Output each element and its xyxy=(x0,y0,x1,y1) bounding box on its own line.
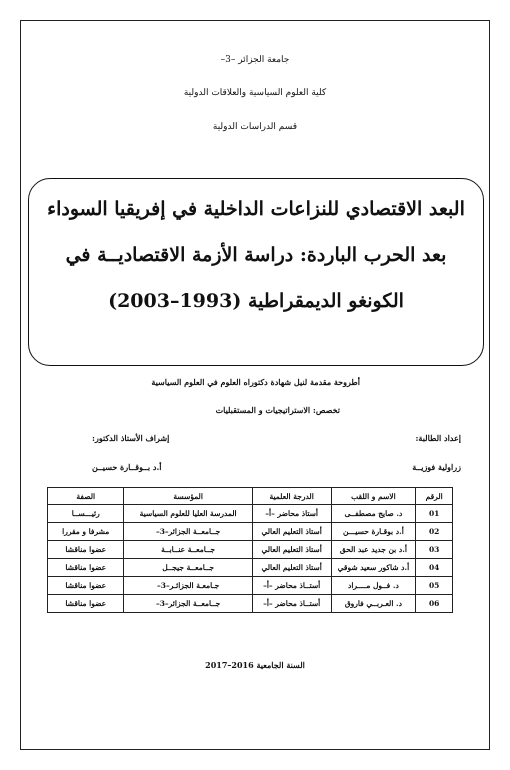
cell-name: أ.د شاكور سعيد شوقي xyxy=(331,559,416,577)
cell-institution: جــامعــة جيجــل xyxy=(124,559,252,577)
cell-role: عضوا مناقشا xyxy=(48,595,124,613)
cell-number: 01 xyxy=(416,505,453,523)
cell-name: د. فــول مــــراد xyxy=(331,577,416,595)
cell-role: رئيـــســا xyxy=(48,505,124,523)
header-grade: الدرجة العلمية xyxy=(252,488,331,505)
header-name: الاسم و اللقب xyxy=(331,488,416,505)
cell-number: 03 xyxy=(416,541,453,559)
cell-grade: أستاذ محاضر –أ– xyxy=(252,505,331,523)
academic-year: السنة الجامعية 2016–2017 xyxy=(205,660,305,670)
department-name: قسم الدراسات الدولية xyxy=(212,122,298,132)
header-number: الرقم xyxy=(416,488,453,505)
title-line-1: البعد الاقتصادي للنزاعات الداخلية في إفريقيا السوداء xyxy=(47,198,465,220)
student-label: إعداد الطالبة: xyxy=(415,433,461,443)
cell-institution: جــامعــة الجزائر–3– xyxy=(124,523,252,541)
table-header-row xyxy=(48,488,453,505)
cell-institution: جـامعـة الجزائـر–3– xyxy=(124,577,252,595)
table-row xyxy=(48,577,453,595)
cell-institution: جــامعــة الجزائر–3– xyxy=(124,595,252,613)
committee-table xyxy=(47,487,453,613)
header-institution: المؤسسة xyxy=(124,488,252,505)
cell-grade: أستاذ التعليم العالي xyxy=(252,541,331,559)
cell-grade: أستــاذ محاضر –أ– xyxy=(252,595,331,613)
supervisor-name: أ.د بــوقــارة حسيــن xyxy=(92,462,162,472)
table-row xyxy=(48,541,453,559)
title-line-3: الكونغو الديمقراطية (1993–2003) xyxy=(108,290,404,312)
cell-role: عضوا مناقشا xyxy=(48,559,124,577)
student-name: زراولية فوزيــة xyxy=(412,462,461,472)
cell-grade: أستــاذ محاضر –أ– xyxy=(252,577,331,595)
table-row xyxy=(48,505,453,523)
faculty-name: كلية العلوم السياسية والعلاقات الدولية xyxy=(183,88,327,98)
cell-role: عضوا مناقشا xyxy=(48,577,124,595)
cell-name: د. العـربــي فاروق xyxy=(331,595,416,613)
cell-number: 05 xyxy=(416,577,453,595)
cell-role: مشرفا و مقررا xyxy=(48,523,124,541)
thesis-title-box xyxy=(28,178,484,366)
university-name: جامعة الجزائر –3– xyxy=(220,55,290,65)
table-row xyxy=(48,523,453,541)
cell-institution: جــامعــة عنــابــة xyxy=(124,541,252,559)
cell-name: د. صايج مصطفــى xyxy=(331,505,416,523)
cell-number: 04 xyxy=(416,559,453,577)
cell-number: 02 xyxy=(416,523,453,541)
cell-grade: أستاذ التعليم العالي xyxy=(252,559,331,577)
header-role: الصفة xyxy=(48,488,124,505)
table-row xyxy=(48,559,453,577)
supervisor-label: إشراف الأستاذ الدكتور: xyxy=(92,433,170,443)
cell-name: أ.د بن جديد عبد الحق xyxy=(331,541,416,559)
cell-name: أ.د بوقـارة حسيـــن xyxy=(331,523,416,541)
cell-number: 06 xyxy=(416,595,453,613)
table-row xyxy=(48,595,453,613)
title-line-2: بعد الحرب الباردة: دراسة الأزمة الاقتصاديــة في xyxy=(65,244,447,266)
cell-grade: أستاذ التعليم العالي xyxy=(252,523,331,541)
cell-role: عضوا مناقشا xyxy=(48,541,124,559)
thesis-description: أطروحة مقدمة لنيل شهادة دكتوراه العلوم في العلوم السياسية xyxy=(151,377,360,387)
specialization: تخصص: الاستراتيجيات و المستقبليات xyxy=(215,405,340,415)
cell-institution: المدرسة العليا للعلوم السياسية xyxy=(124,505,252,523)
